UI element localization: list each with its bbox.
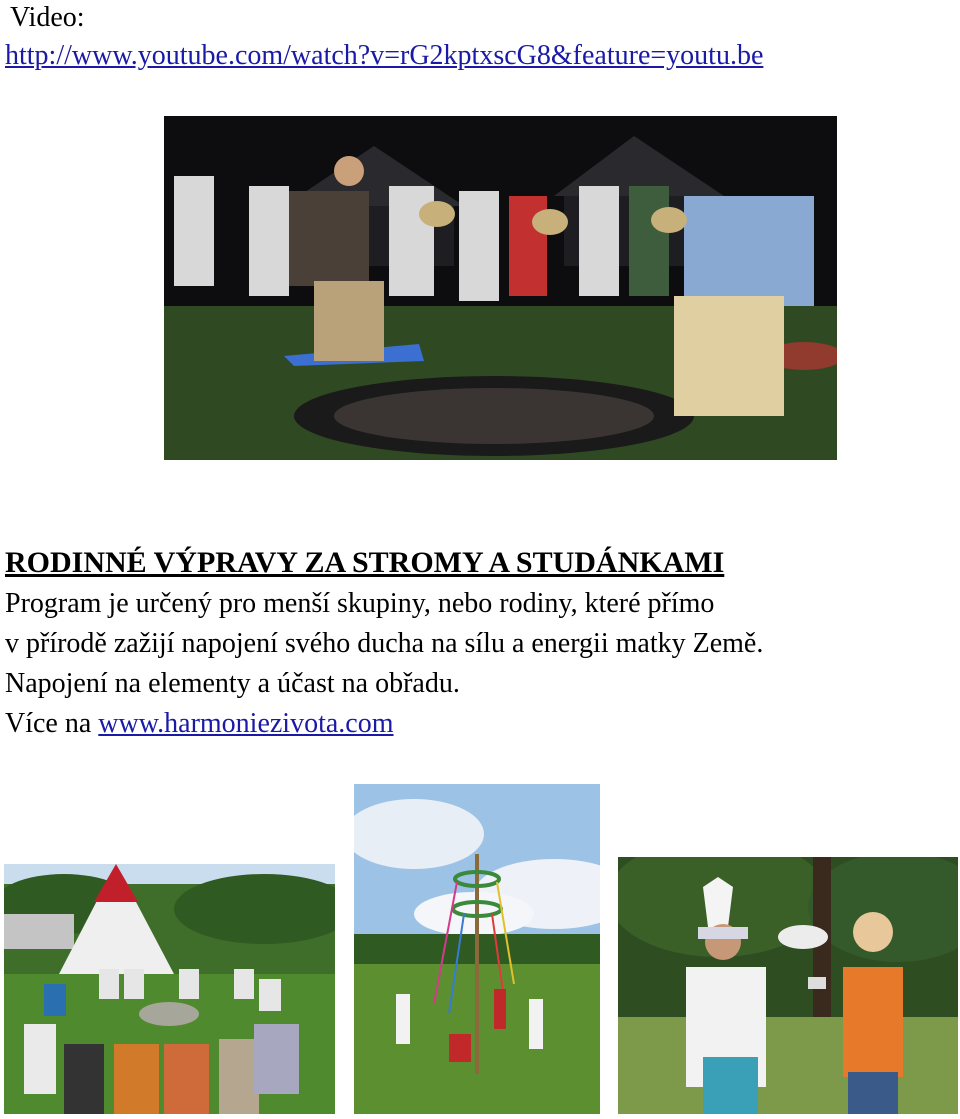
paragraph-line-1: Program je určený pro menší skupiny, nebo rodiny, které přímo xyxy=(5,588,715,619)
photo-ceremony xyxy=(618,857,958,1114)
video-link[interactable]: http://www.youtube.com/watch?v=rG2kptxscG8&feature=youtu.be xyxy=(5,40,764,71)
section-heading: RODINNÉ VÝPRAVY ZA STROMY A STUDÁNKAMI xyxy=(5,546,725,579)
photo-firewalk xyxy=(164,116,837,460)
more-link[interactable]: www.harmoniezivota.com xyxy=(98,708,394,739)
video-label: Video: xyxy=(10,2,85,33)
paragraph-line-2: v přírodě zažijí napojení svého ducha na sílu a energii matky Země. xyxy=(5,628,764,659)
more-prefix: Více na xyxy=(5,708,99,739)
paragraph-line-3: Napojení na elementy a účast na obřadu. xyxy=(5,668,460,699)
more-line xyxy=(5,708,394,740)
photo-teepee-circle xyxy=(4,864,335,1114)
photo-maypole xyxy=(354,784,600,1114)
